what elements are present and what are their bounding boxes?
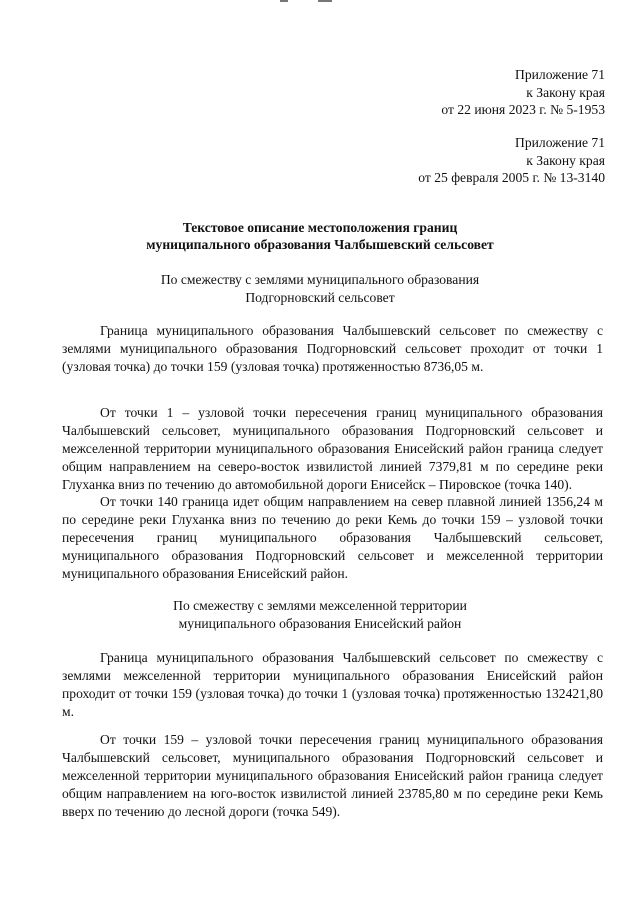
section-2-heading (60, 597, 580, 633)
annex-block-current (441, 66, 605, 119)
section-heading-line: муниципального образования Енисейский район (178, 616, 462, 631)
paragraph: От точки 1 – узловой точки пересечения границ муниципального образования Чалбышевский сельсовет, муниципального образования Подгорновский сельсовет и межселенной территории муниципального образования Енисейский район граница следует общим направлением на северо-восток извилистой линией 7379,81 м по середине реки Глуханка вниз по течению до автомобильной дороги Енисейск – Пировское (точка 140). (62, 405, 603, 492)
title-line-1: Текстовое описание местоположения границ (182, 220, 458, 235)
section-heading-line: Подгорновский сельсовет (245, 290, 395, 305)
section-1-heading (60, 271, 580, 307)
scan-mark (318, 0, 332, 2)
annex-block-original (418, 134, 605, 187)
section-heading-line: По смежеству с землями муниципального образования (160, 272, 480, 287)
annex-date: от 25 февраля 2005 г. № 13-3140 (418, 170, 605, 185)
paragraph: Граница муниципального образования Чалбышевский сельсовет по смежеству с землями муниципального образования Подгорновский сельсовет проходит от точки 1 (узловая точка) до точки 159 (узловая точка) протяженностью 8736,05 м. (62, 323, 603, 374)
annex-date: от 22 июня 2023 г. № 5-1953 (441, 102, 605, 117)
document-title (60, 219, 580, 253)
annex-number: Приложение 71 (515, 67, 605, 82)
paragraph: От точки 140 граница идет общим направлением на север плавной линией 1356,24 м по середине реки Глуханка вниз по течению до реки Кемь до точки 159 – узловой точки пересечения границ муниципального образования Чалбышевский сельсовет, муниципального образования Подгорновский сельсовет и межселенной территории муниципального образования Енисейский район. (62, 494, 603, 581)
paragraph: Граница муниципального образования Чалбышевский сельсовет по смежеству с землями межселенной территории муниципального образования Енисейский район проходит от точки 159 (узловая точка) до точки 1 (узловая точка) протяженностью 132421,80 м. (62, 650, 603, 719)
annex-number: Приложение 71 (515, 135, 605, 150)
paragraph: От точки 159 – узловой точки пересечения границ муниципального образования Чалбышевский сельсовет, муниципального образования Подгорновский сельсовет и межселенной территории муниципального образования Енисейский район граница следует общим направлением на юго-восток извилистой линией 23785,80 м по середине реки Кемь вверх по течению до лесной дороги (точка 549). (62, 732, 603, 819)
title-line-2: муниципального образования Чалбышевский сельсовет (146, 237, 494, 252)
scan-mark (280, 0, 288, 2)
annex-law-ref: к Закону края (526, 84, 605, 100)
section-heading-line: По смежеству с землями межселенной территории (173, 598, 467, 613)
annex-law-ref: к Закону края (526, 152, 605, 168)
